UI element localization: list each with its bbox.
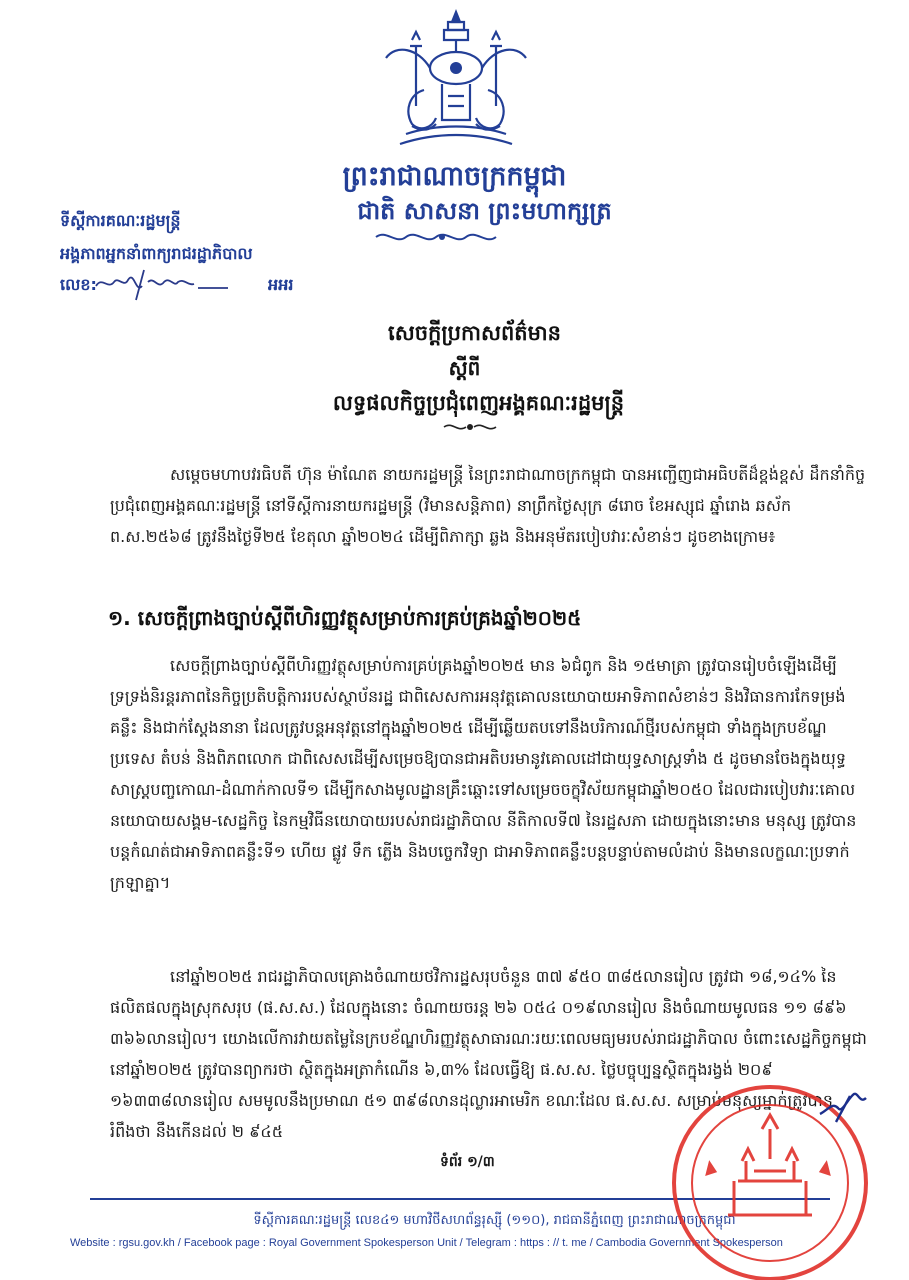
footer-links: Website : rgsu.gov.kh / Facebook page : Royal Government Spokesperson Unit / Telegram : https : // t. me / Cambodia Government Spokesperson <box>70 1237 783 1249</box>
handwritten-reference-icon <box>92 262 242 302</box>
reference-label: លេខ: <box>60 275 97 294</box>
footer-address: ទីស្តីការគណៈរដ្ឋមន្ត្រី លេខ៤១ មហាវិថីសហព័ន្ធរុស្ស៊ី (១១០), រាជធានីភ្នំពេញ ព្រះរាជាណាចក្រកម្ពុជា <box>253 1213 736 1228</box>
page-number: ទំព័រ ១/៣ <box>440 1154 495 1170</box>
office-name: ទីស្តីការគណៈរដ្ឋមន្ត្រី <box>60 211 181 230</box>
kingdom-name: ព្រះរាជាណាចក្រកម្ពុជា <box>342 161 567 192</box>
title-ornament-icon <box>440 420 500 434</box>
section-1-paragraph-2: នៅឆ្នាំ២០២៥ រាជរដ្ឋាភិបាលគ្រោងចំណាយថវិការដ្ឋសរុបចំនួន ៣៧ ៩៥០ ៣៨៥លានរៀល ត្រូវជា ១៨,១៤% នៃ ផលិតផលក្នុងស្រុកសរុប (ផ.ស.ស.) ដែលក្នុងនោះ ចំណាយចរន្ត ២៦ ០៥៤ ០១៩លានរៀល និងចំណាយមូលធន ១១ ៨៩៦ ៣៦៦លានរៀល។ យោងលើការវាយតម្លៃនៃក្របខ័ណ្ឌហិរញ្ញវត្ថុសាធារណៈរយៈពេលមធ្យមរបស់រាជរដ្ឋាភិបាល ចំពោះសេដ្ឋកិច្ចកម្ពុជានៅឆ្នាំ២០២៥ ត្រូវបានព្យាករថា ស្ថិតក្នុងអត្រាកំណើន ៦,៣% ដែលធ្វើឱ្យ ផ.ស.ស. ថ្លៃបច្ចុប្បន្នស្ថិតក្នុងរង្វង់ ២០៩ ១៦៣៣៨លានរៀល សមមូលនឹងប្រមាណ ៥១ ៣៩៨លានដុល្លារអាមេរិក ខណៈដែល ផ.ស.ស. សម្រាប់មនុស្សម្នាក់ត្រូវបានរំពឹងថា នឹងកើនដល់ ២ ៩៤៥ <box>110 967 867 1141</box>
reference-suffix: អអរ <box>268 275 294 294</box>
signature-icon <box>818 1086 868 1126</box>
royal-emblem-icon <box>376 6 536 156</box>
section-1-paragraph-1: សេចក្តីព្រាងច្បាប់ស្តីពីហិរញ្ញវត្ថុសម្រាប់ការគ្រប់គ្រងឆ្នាំ២០២៥ មាន ៦ជំពូក និង ១៥មាត្រា ត្រូវបានរៀបចំឡើងដើម្បីទ្រទ្រង់និរន្តរភាពនៃកិច្ចប្រតិបត្តិការរបស់ស្ថាប័នរដ្ឋ ជាពិសេសការអនុវត្តគោលនយោបាយអាទិភាពសំខាន់ៗ និងវិធានការកែទម្រង់គន្លឹះ និងជាក់ស្តែងនានា ដែលត្រូវបន្តអនុវត្តនៅក្នុងឆ្នាំ២០២៥ ដើម្បីឆ្លើយតបទៅនឹងបរិការណ៍ថ្មីរបស់កម្ពុជា ទាំងក្នុងក្របខ័ណ្ឌប្រទេស តំបន់ និងពិភពលោក ជាពិសេសដើម្បីសម្រេចឱ្យបានជាអតិបរមានូវគោលដៅជាយុទ្ធសាស្ត្រទាំង ៥ ដូចមានចែងក្នុងយុទ្ធសាស្ត្របញ្ចកោណ-ដំណាក់កាលទី១ ដើម្បីកសាងមូលដ្ឋានគ្រឹះឆ្ពោះទៅសម្រេចចក្ខុវិស័យកម្ពុជាឆ្នាំ២០៥០ ដែលជារបៀបវារៈគោលនយោបាយសង្គម-សេដ្ឋកិច្ច នៃកម្មវិធីនយោបាយរបស់រាជរដ្ឋាភិបាល នីតិកាលទី៧ នៃរដ្ឋសភា ដោយក្នុងនោះមាន មនុស្ស ត្រូវបានបន្តកំណត់ជាអាទិភាពគន្លឹះទី១ ហើយ ផ្លូវ ទឹក ភ្លើង និងបច្ចេកវិទ្យា ជាអាទិភាពគន្លឹះបន្តបន្ទាប់តាមលំដាប់ និងមានលក្ខណៈប្រទាក់ក្រឡាគ្នា។ <box>110 656 857 892</box>
national-motto: ជាតិ សាសនា ព្រះមហាក្សត្រ <box>357 197 612 225</box>
office-unit: អង្គភាពអ្នកនាំពាក្យរាជរដ្ឋាភិបាល <box>60 244 253 263</box>
intro-paragraph: សម្តេចមហាបវរធិបតី ហ៊ុន ម៉ាណែត នាយករដ្ឋមន្ត្រី នៃព្រះរាជាណាចក្រកម្ពុជា បានអញ្ជើញជាអធិបតីដ៏ខ្ពង់ខ្ពស់ ដឹកនាំកិច្ចប្រជុំពេញអង្គគណៈរដ្ឋមន្ត្រី នៅទីស្តីការនាយករដ្ឋមន្ត្រី (វិមានសន្តិភាព) នាព្រឹកថ្ងៃសុក្រ ៨រោច ខែអស្សុជ ឆ្នាំរោង ឆស័ក ព.ស.២៥៦៨ ត្រូវនឹងថ្ងៃទី២៥ ខែតុលា ឆ្នាំ២០២៤ ដើម្បីពិភាក្សា ឆ្លង និងអនុម័តរបៀបវារៈសំខាន់ៗ ដូចខាងក្រោម៖ <box>110 465 866 546</box>
document-title: សេចក្តីប្រកាសព័ត៌មាន <box>388 321 561 345</box>
document-title-about: ស្តីពី <box>448 356 481 380</box>
ornament-divider-icon <box>372 228 512 246</box>
document-subject: លទ្ធផលកិច្ចប្រជុំពេញអង្គគណៈរដ្ឋមន្ត្រី <box>332 391 625 415</box>
section-1-heading: ១. សេចក្តីព្រាងច្បាប់ស្តីពីហិរញ្ញវត្ថុសម្រាប់ការគ្រប់គ្រងឆ្នាំ២០២៥ <box>108 606 582 630</box>
